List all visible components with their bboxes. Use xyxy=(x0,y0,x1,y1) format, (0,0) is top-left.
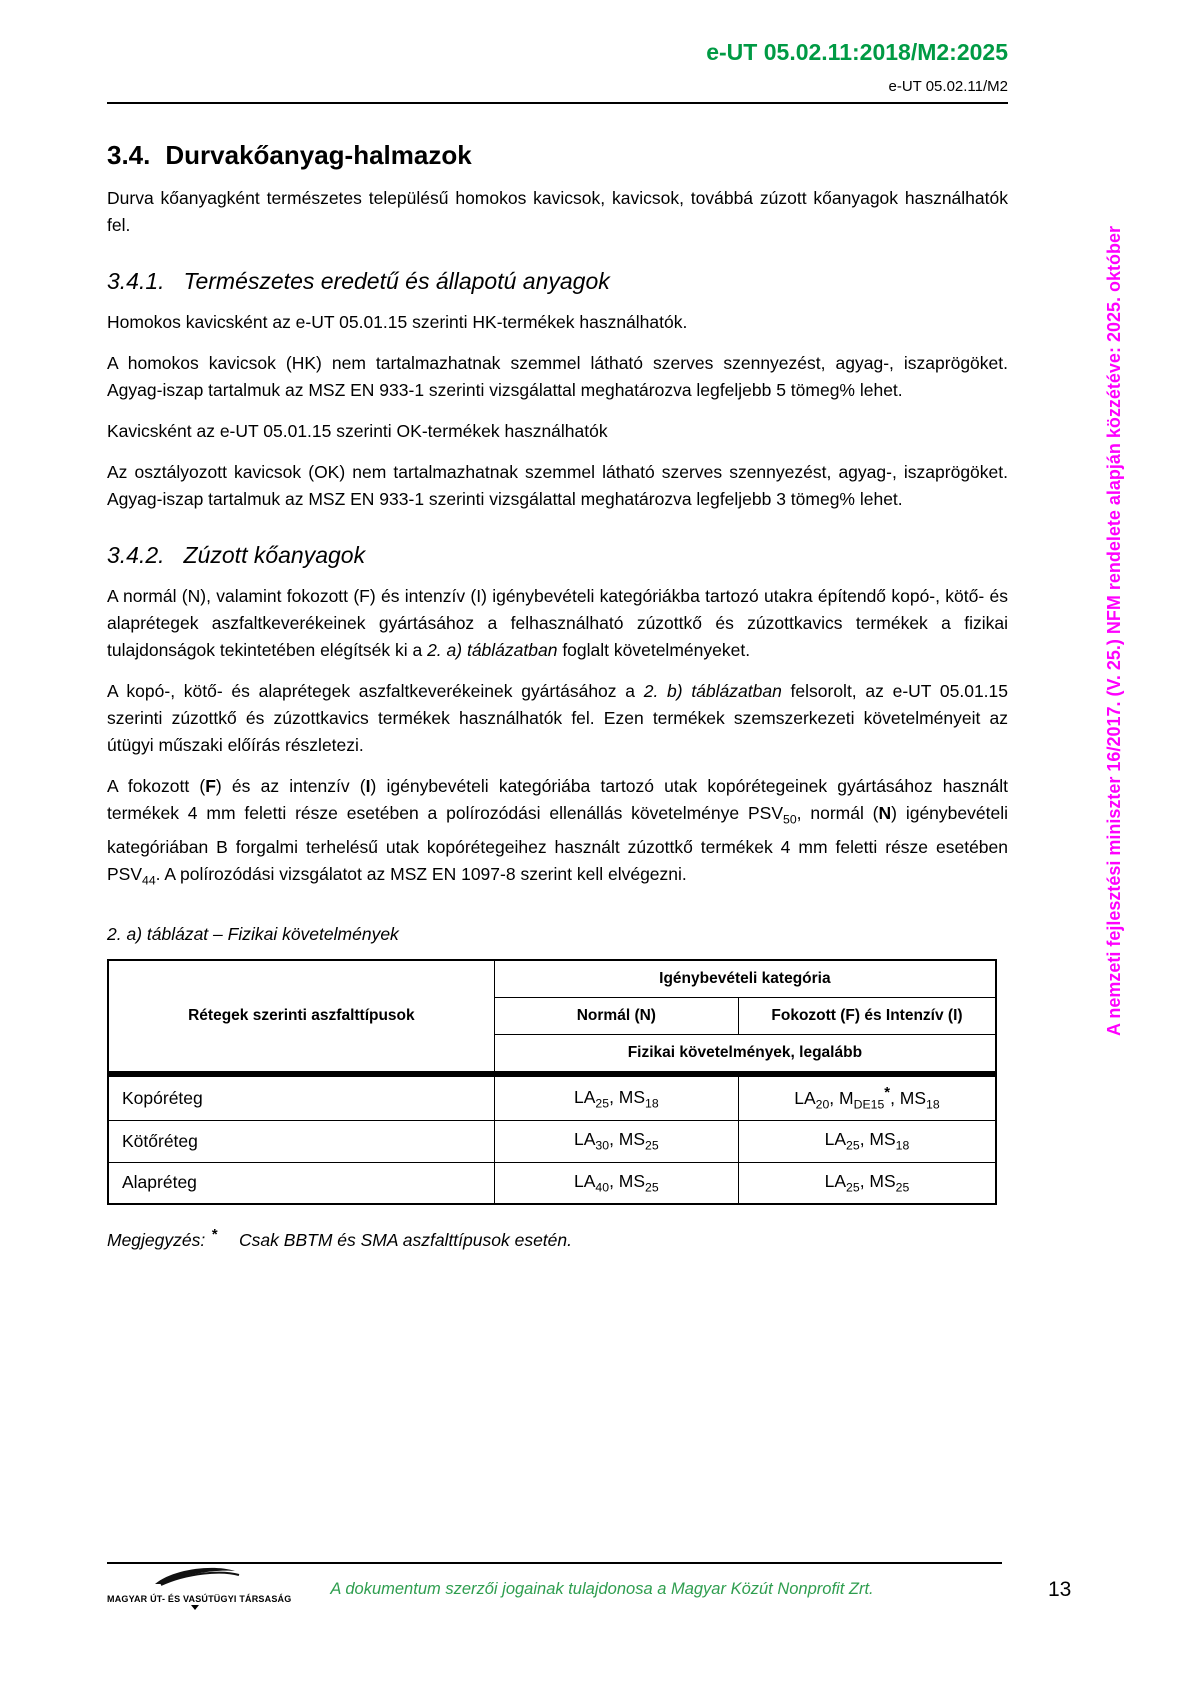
table-footnote xyxy=(107,1227,1008,1251)
section-number: 3.4.2. xyxy=(107,542,165,569)
header-cell-requirements: Fizikai követelmények, legalább xyxy=(494,1035,996,1075)
enhanced-value-cell: $LA_{25}$, $MS_{18}$ xyxy=(738,1120,996,1162)
header-divider xyxy=(107,102,1008,104)
section-title: Zúzott kőanyagok xyxy=(183,542,366,569)
table-row xyxy=(108,1074,996,1120)
enhanced-value-cell: $LA_{25}$, $MS_{25}$ xyxy=(738,1162,996,1204)
footer-divider xyxy=(107,1562,1002,1564)
section-heading-3-4-1 xyxy=(107,268,1008,295)
table-header xyxy=(108,960,996,1074)
layer-cell: Alapréteg xyxy=(108,1162,494,1204)
normal-value-cell: $LA_{25}$, $MS_{18}$ xyxy=(494,1074,738,1120)
table-row xyxy=(108,1120,996,1162)
paragraph: Durva kőanyagként természetes településű homokos kavicsok, kavicsok, továbbá zúzott kőanyagok használhatók fel. xyxy=(107,188,1008,236)
section-title: Durvakőanyag-halmazok xyxy=(165,140,472,171)
normal-value-cell: $LA_{40}$, $MS_{25}$ xyxy=(494,1162,738,1204)
footnote-text: Csak BBTM és SMA aszfalttípusok esetén. xyxy=(239,1229,572,1250)
paragraph: Homokos kavicsként az e-UT 05.01.15 szerinti HK-termékek használhatók. xyxy=(107,312,688,333)
table-caption: 2. a) táblázat – Fizikai követelmények xyxy=(107,924,399,945)
page-content xyxy=(107,0,1008,1251)
footer-copyright: A dokumentum szerzői jogainak tulajdonosa a Magyar Közút Nonprofit Zrt. xyxy=(330,1580,874,1598)
paragraph: Kavicsként az e-UT 05.01.15 szerinti OK-termékek használhatók xyxy=(107,421,608,442)
paragraph: A kopó-, kötő- és alaprétegek aszfaltkeverékeinek gyártásához a 2. b) táblázatban felsorolt, az e-UT 05.01.15 szerinti zúzottkő és zúzottkavics termékek használhatók fel. Ezen termékek szemszerkezeti követelményeit az útügyi műszaki előírás részletezi. xyxy=(107,681,1009,756)
header-cell-normal: Normál (N) xyxy=(494,998,738,1035)
section-heading-3-4-2 xyxy=(107,542,1008,569)
table-row xyxy=(108,1162,996,1204)
footnote-label: Megjegyzés: xyxy=(107,1229,206,1250)
section-title: Természetes eredetű és állapotú anyagok xyxy=(183,268,610,295)
physical-requirements-table xyxy=(107,959,997,1205)
section-number: 3.4.1. xyxy=(107,268,165,295)
layer-cell: Kopóréteg xyxy=(108,1074,494,1120)
document-header xyxy=(107,0,1008,95)
footnote-star: * xyxy=(211,1227,218,1244)
arrow-down-icon xyxy=(191,1605,199,1610)
paragraph: A fokozott (F) és az intenzív (I) igénybevételi kategóriába tartozó utak kopórétegeinek gyártásához használt termékek 4 mm feletti része esetében a polírozódási ellenállás követelménye $PSV_{50}$, normál (N) igénybevételi kategóriában B forgalmi terhelésű utak kopórétegeihez használt zúzottkő termékek 4 mm feletti része esetében $PSV_{44}$. A polírozódási vizsgálatot az MSZ EN 1097-8 szerint kell elvégezni. xyxy=(107,776,1008,888)
document-id-short: e-UT 05.02.11/M2 xyxy=(888,78,1008,96)
header-cell-category: Igénybevételi kategória xyxy=(494,960,996,998)
paragraph: Az osztályozott kavicsok (OK) nem tartalmazhatnak szemmel látható szerves szennyezést, agyag-, iszaprögöket. Agyag-iszap tartalmuk az MSZ EN 933-1 szerinti vizsgálattal meghatározva legfeljebb 3 tömeg% lehet. xyxy=(107,462,1008,510)
normal-value-cell: $LA_{30}$, $MS_{25}$ xyxy=(494,1120,738,1162)
side-note-vertical: A nemzeti fejlesztési miniszter 16/2017. (V. 25.) NFM rendelete alapján közzétéve: 2025. október xyxy=(1104,226,1124,1036)
section-heading-3-4 xyxy=(107,140,1008,171)
document-id-full: e-UT 05.02.11:2018/M2:2025 xyxy=(706,39,1008,65)
paragraph: A homokos kavicsok (HK) nem tartalmazhatnak szemmel látható szerves szennyezést, agyag-, iszaprögöket. Agyag-iszap tartalmuk az MSZ EN 933-1 szerinti vizsgálattal meghatározva legfeljebb 5 tömeg% lehet. xyxy=(107,353,1008,401)
header-cell-enhanced: Fokozott (F) és Intenzív (I) xyxy=(738,998,996,1035)
enhanced-value-cell: $LA_{20}$, $M_{DE15}^*$, $MS_{18}$ xyxy=(738,1074,996,1120)
header-cell-layers: Rétegek szerinti aszfalttípusok xyxy=(108,960,494,1074)
section-number: 3.4. xyxy=(107,140,151,171)
paragraph: A normál (N), valamint fokozott (F) és intenzív (I) igénybevételi kategóriákba tartozó utakra építendő kopó-, kötő- és alaprétegek aszfaltkeverékeinek gyártásához a felhasználható zúzottkő és zúzottkavics termékek a fizikai tulajdonságok tekintetében elégítsék ki a 2. a) táblázatban foglalt követelményeket. xyxy=(107,586,1008,661)
page-number: 13 xyxy=(1048,1578,1072,1601)
footer-org-name: MAGYAR ÚT- ÉS VASÚTÜGYI TÁRSASÁG xyxy=(107,1594,292,1604)
layer-cell: Kötőréteg xyxy=(108,1120,494,1162)
